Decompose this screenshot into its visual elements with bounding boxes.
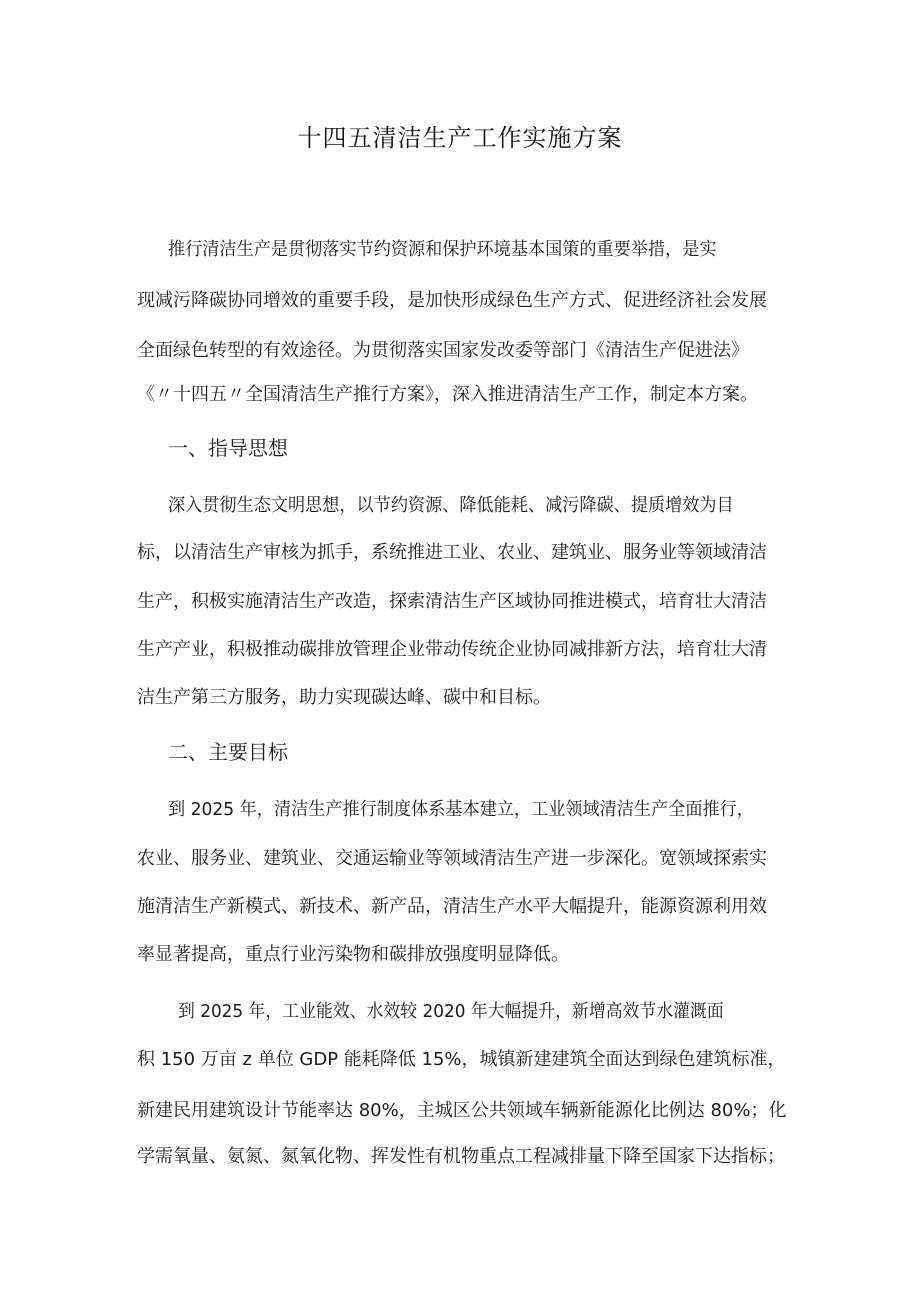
section2-para2-line: 到 2025 年，工业能效、水效较 2020 年大幅提升，新增高效节水灌溉面 xyxy=(178,1001,724,1022)
section1-line: 深入贯彻生态文明思想，以节约资源、降低能耗、减污降碳、提质增效为目 xyxy=(168,495,734,516)
section2-para2-line: 新建民用建筑设计节能率达 80%，主城区公共领域车辆新能源化比例达 80%；化 xyxy=(137,1100,787,1121)
intro-line: 现减污降碳协同增效的重要手段，是加快形成绿色生产方式、促进经济社会发展 xyxy=(137,290,767,311)
section2-para1-line: 到 2025 年，清洁生产推行制度体系基本建立，工业领域清洁生产全面推行， xyxy=(168,799,754,820)
section2-para1-line: 施清洁生产新模式、新技术、新产品，清洁生产水平大幅提升，能源资源利用效 xyxy=(137,896,767,917)
section2-para2-line: 学需氧量、氨氮、氮氧化物、挥发性有机物重点工程减排量下降至国家下达指标； xyxy=(137,1146,785,1167)
intro-line: 全面绿色转型的有效途径。为贯彻落实国家发改委等部门《清洁生产促进法》 xyxy=(137,340,749,361)
section1-line: 生产产业，积极推动碳排放管理企业带动传统企业协同减排新方法，培育壮大清 xyxy=(137,639,767,660)
intro-line: 《〃十四五〃全国清洁生产推行方案》，深入推进清洁生产工作，制定本方案。 xyxy=(137,384,758,405)
section1-line: 生产，积极实施清洁生产改造，探索清洁生产区域协同推进模式，培育壮大清洁 xyxy=(137,591,767,612)
section-heading-main-goals: 二、主要目标 xyxy=(168,740,288,764)
page-title: 十四五清洁生产工作实施方案 xyxy=(297,124,623,152)
section1-line: 洁生产第三方服务，助力实现碳达峰、碳中和目标。 xyxy=(137,687,551,708)
section2-para1-line: 率显著提高，重点行业污染物和碳排放强度明显降低。 xyxy=(137,944,569,965)
section1-line: 标，以清洁生产审核为抓手，系统推进工业、农业、建筑业、服务业等领域清洁 xyxy=(137,542,767,563)
section-heading-guiding-ideology: 一、指导思想 xyxy=(168,436,288,460)
intro-line: 推行清洁生产是贯彻落实节约资源和保护环境基本国策的重要举措，是实 xyxy=(168,239,717,260)
section2-para1-line: 农业、服务业、建筑业、交通运输业等领域清洁生产进一步深化。宽领域探索实 xyxy=(137,848,767,869)
section2-para2-line: 积 150 万亩 z 单位 GDP 能耗降低 15%，城镇新建建筑全面达到绿色建筑标准， xyxy=(137,1049,786,1070)
